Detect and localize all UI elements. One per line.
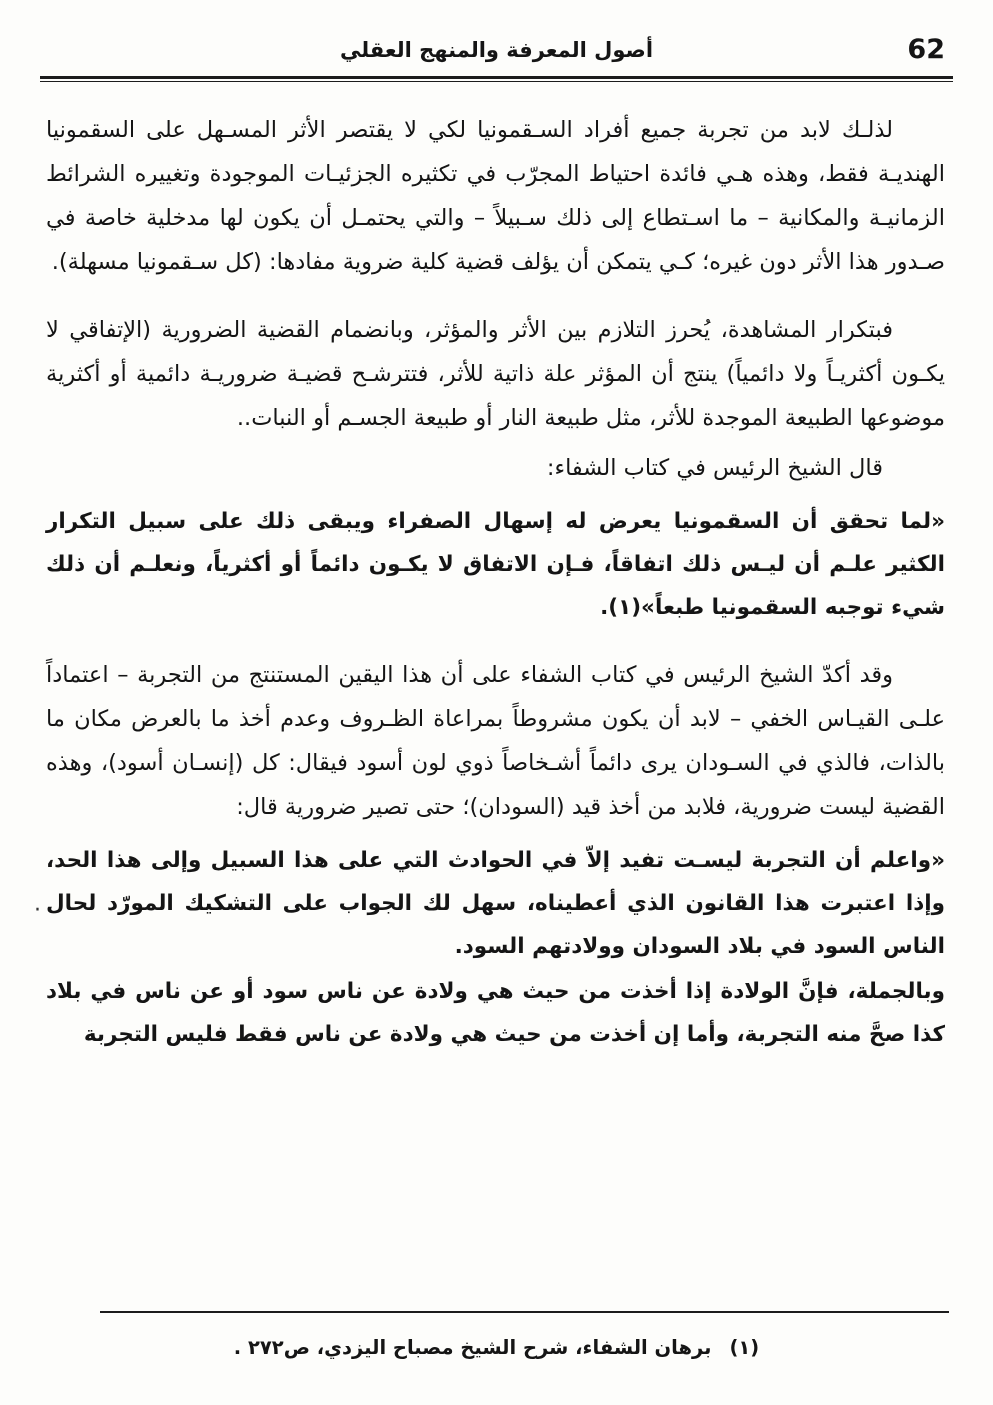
body-text [0, 82, 993, 1056]
quote-paragraph: «واعلم أن التجربة ليسـت تفيد إلاّ في الحوادث التي على هذا السبيل وإلى هذا الحد، وإذا اعتبرت هذا القانون الذي أعطيناه، سهل لك الجواب على التشكيك المورّد لحال الناس السود في بلاد السودان وولادتهم السود. [46, 848, 945, 959]
margin-mark: · [34, 898, 41, 923]
paragraph: فبتكرار المشاهدة، يُحرز التلازم بين الأثر والمؤثر، وبانضمام القضية الضرورية (الإتفاقي لا يكـون أكثريـاً ولا دائمياً) ينتج أن المؤثر علة ذاتية للأثر، فتترشـح قضيـة ضروريـة دائمية أو أكثرية موضوعها الطبيعة الموجدة للأثر، مثل طبيعة النار أو طبيعة الجسـم أو النبات.. [46, 317, 945, 431]
page-number: 62 [907, 34, 945, 65]
header-title: أصول المعرفة والمنهج العقلي [339, 38, 654, 62]
paragraph: وقد أكدّ الشيخ الرئيس في كتاب الشفاء على أن هذا اليقين المستنتج من التجربة – اعتماداً علـى القيـاس الخفي – لابد أن يكون مشروطاً بمراعاة الظـروف وعدم أخذ ما بالعرض مكان ما بالذات، فالذي في السـودان يرى دائماً أشـخاصاً ذوي لون أسود فيقال: كل (إنسـان أسود)، وهذه القضية ليست ضرورية، فلابد من أخذ قيد (السودان)؛ حتى تصير ضرورية قال: [46, 662, 945, 820]
footnote-marker: (١) [729, 1336, 760, 1359]
header-rule [40, 76, 953, 82]
quote-paragraph: «لما تحقق أن السقمونيا يعرض له إسهال الصفراء ويبقى ذلك على سبيل التكرار الكثير علـم أن ليـس ذلك اتفاقاً، فـإن الاتفاق لا يكـون دائماً أو أكثرياً، ونعلـم أن ذلك شيء توجبه السقمونيا طبعاً»(١). [46, 509, 945, 620]
page-header [0, 0, 993, 82]
paragraph: لذلـك لابد من تجربة جميع أفراد السـقمونيا لكي لا يقتصر الأثر المسـهل على السقمونيا الهنديـة فقط، وهذه هـي فائدة احتياط المجرّب في تكثيره الجزئيـات الموجودة وتغييره الشرائط الزمانيـة والمكانية – ما اسـتطاع إلى ذلك سـبيلاً – والتي يحتمـل أن يكون لها مدخلية خاصة في صـدور هذا الأثر دون غيره؛ كـي يتمكن أن يؤلف قضية كلية ضروية مفادها: (كل سـقمونيا مسهلة). [46, 117, 945, 275]
quote-paragraph: وبالجملة، فإنَّ الولادة إذا أخذت من حيث هي ولادة عن ناس سود أو عن ناس في بلاد كذا صحَّ منه التجربة، وأما إن أخذت من حيث هي ولادة عن ناس فقط فليس التجربة [46, 979, 945, 1047]
footnote-text: برهان الشفاء، شرح الشيخ مصباح اليزدي، ص٢٧٢ . [233, 1336, 712, 1359]
paragraph: قال الشيخ الرئيس في كتاب الشفاء: [546, 455, 883, 481]
footnote-rule [100, 1311, 949, 1313]
footnote [0, 1333, 993, 1363]
